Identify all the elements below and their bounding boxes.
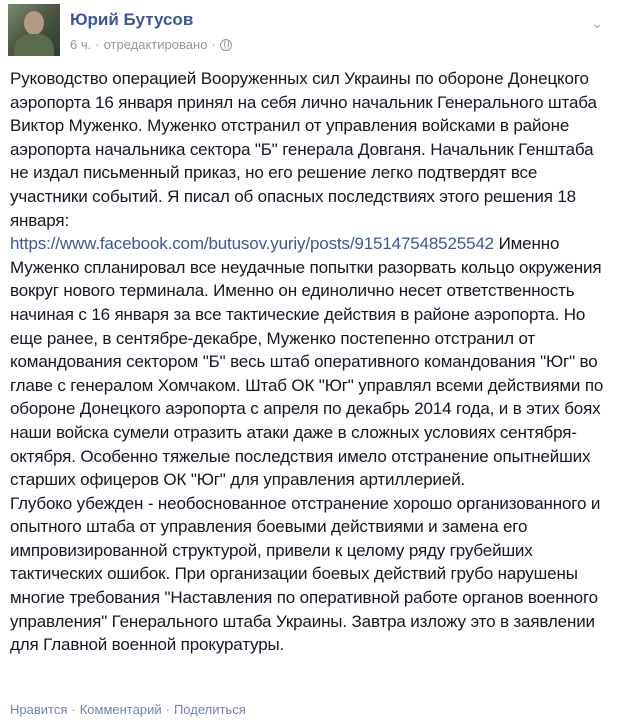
paragraph-text: Именно Муженко спланировал все неудачные попытки разорвать кольцо окружения вокруг нового терминала. Именно он единолично несет ответственность начиная с 16 января за все тактические действия в районе аэропорта. Но еще ранее, в сентябре-декабре, Муженко постепенно отстранил от командования сектором "Б" весь штаб оперативного командования "Юг" во главе с генералом Хомчаком. Штаб ОК "Юг" управлял всеми действиями по обороне Донецкого аэропорта с апреля по декабрь 2014 года, и в этих боях наши войска сумели отразить атаки даже в сложных условиях сентября-октября. Особенно тяжелые последствия имело отстранение опытнейших старших офицеров ОК "Юг" для управления артиллерией. [10, 234, 604, 490]
post-paragraph-2: Глубоко убежден - необоснованное отстранение хорошо организованного и опытного штаба от управления боевыми действиями и замена его импровизированной структурой, привели к целому ряду грубейших тактических ошибок. При организации боевых действий грубо нарушены многие требования "Наставления по оперативной работе органов военного управления" Генерального штаба Украины. Завтра изложу это в заявлении для Главной военной прокуратуры. [10, 493, 601, 655]
post-paragraph-1 [10, 67, 614, 492]
comment-button[interactable]: Комментарий [79, 702, 162, 717]
post-actions [10, 702, 246, 717]
like-button[interactable]: Нравится [10, 702, 68, 717]
avatar-head [24, 11, 44, 35]
post-header [8, 4, 612, 60]
edited-label[interactable]: отредактировано [103, 37, 208, 52]
avatar[interactable] [8, 4, 60, 56]
post-time[interactable]: 6 ч. [70, 37, 92, 52]
share-button[interactable]: Поделиться [173, 702, 246, 717]
action-separator: · [71, 702, 76, 717]
post-link[interactable]: https://www.facebook.com/butusov.yuriy/posts/915147548525542 [10, 234, 494, 254]
action-separator: · [165, 702, 170, 717]
avatar-body [14, 34, 54, 56]
meta-separator: · [95, 37, 100, 52]
post-content [10, 67, 614, 657]
globe-icon[interactable] [220, 39, 232, 51]
author-name[interactable]: Юрий Бутусов [70, 10, 194, 29]
paragraph-text: Руководство операцией Вооруженных сил Украины по обороне Донецкого аэропорта 16 января принял на себя лично начальник Генерального штаба Виктор Муженко. Муженко отстранил от управления войсками в районе аэропорта начальника сектора "Б" генерала Довганя. Начальник Генштаба не издал письменный приказ, но его решение легко подтвердят все участники событий. Я писал об опасных последствиях этого решения 18 января: [10, 69, 597, 230]
meta-separator: · [211, 37, 216, 52]
chevron-down-icon[interactable]: ⌄ [591, 15, 603, 31]
post-meta [70, 37, 236, 52]
